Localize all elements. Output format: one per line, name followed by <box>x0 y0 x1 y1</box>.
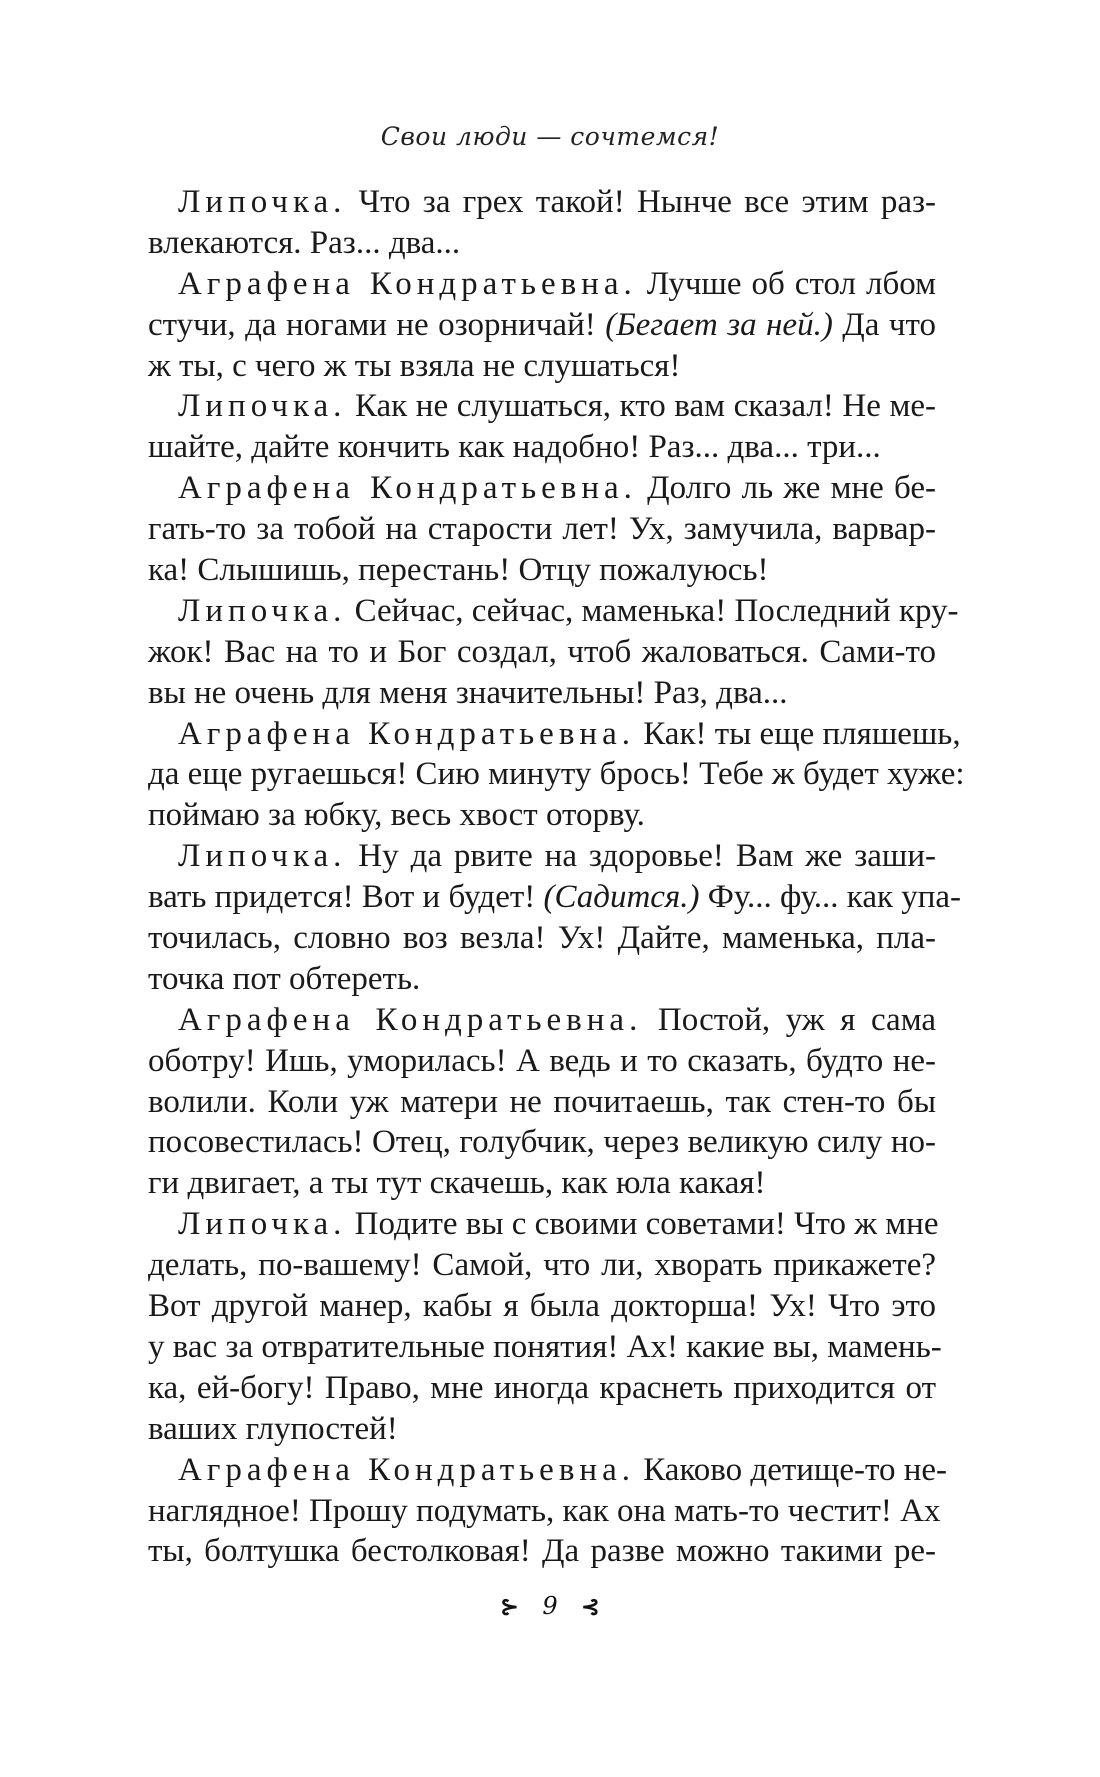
text-run: ваших глупостей! <box>148 1410 398 1447</box>
speaker-name: Липочка. <box>178 388 347 425</box>
text-run: Как не слушаться, кто вам сказал! Не ме- <box>346 388 936 425</box>
text-line <box>148 795 936 836</box>
text-line <box>148 223 936 264</box>
text-run: вы не очень для меня значительны! Раз, два... <box>148 674 788 711</box>
speech-start-line <box>148 836 936 877</box>
page-folio <box>0 1592 1100 1620</box>
text-line <box>148 1082 936 1123</box>
text-run: ж ты, с чего ж ты взяла не слушаться! <box>148 347 681 384</box>
text-line <box>148 1531 936 1572</box>
text-run: вать придется! Вот и будет! <box>148 879 544 916</box>
stage-direction: (Бегает за ней.) <box>605 306 833 343</box>
text-run: да еще ругаешься! Сию минуту брось! Тебе ж будет хуже: <box>148 756 965 793</box>
speaker-name: Липочка. <box>178 838 347 875</box>
speaker-name: Липочка. <box>178 592 347 629</box>
text-run: точка пот обтереть. <box>148 960 421 997</box>
text-run: у вас за отвратительные понятия! Ах! какие вы, мамень- <box>148 1328 942 1365</box>
speech-start-line <box>148 386 936 427</box>
text-run: стучи, да ногами не озорничай! <box>148 306 606 343</box>
text-run: поймаю за юбку, весь хвост оторву. <box>148 797 645 834</box>
text-run: Лучше об стол лбом <box>636 265 937 302</box>
text-line <box>148 959 936 1000</box>
text-run: делать, по-вашему! Самой, что ли, хворать прикажете? <box>148 1247 936 1284</box>
text-run: шайте, дайте кончить как надобно! Раз... два... три... <box>148 429 881 466</box>
page-number: 9 <box>542 1592 558 1620</box>
text-run: Постой, уж я сама <box>642 1001 936 1038</box>
text-run: Как! ты еще пляшешь, <box>634 715 961 752</box>
speech-start-line <box>148 264 936 305</box>
text-run: влекаются. Раз... два... <box>148 224 461 261</box>
text-line <box>148 877 962 918</box>
text-line <box>148 1409 936 1450</box>
text-run: посовестилась! Отец, голубчик, через великую силу но- <box>148 1124 936 1161</box>
text-run: Вот другой манер, кабы я была докторша! Ух! Что это <box>148 1288 936 1325</box>
stage-direction: (Садится.) <box>543 879 700 916</box>
speech-start-line <box>148 1450 948 1491</box>
speech-start-line <box>148 1204 939 1245</box>
speech-start-line <box>148 714 961 755</box>
speaker-name: Аграфена Кондратьевна. <box>178 265 637 302</box>
text-line <box>148 305 936 346</box>
speech-start-line <box>148 1000 936 1041</box>
speaker-name: Липочка. <box>178 184 347 220</box>
text-run: Долго ль же мне бе- <box>636 470 936 507</box>
speaker-name: Аграфена Кондратьевна. <box>178 470 637 507</box>
text-run: Ну да рвите на здоровье! Вам же заши- <box>346 838 936 875</box>
text-run: ты, болтушка бестолковая! Да разве можно такими ре- <box>148 1533 936 1570</box>
text-line <box>148 1122 936 1163</box>
speaker-name: Липочка. <box>178 1206 347 1243</box>
speech-start-line <box>148 591 959 632</box>
play-text <box>148 182 965 1572</box>
left-ornament-icon: ⊱ <box>500 1594 519 1620</box>
text-line <box>148 1245 936 1286</box>
speech-start-line <box>148 182 936 223</box>
right-ornament-icon: ⊰ <box>581 1594 600 1620</box>
text-line <box>148 427 936 468</box>
running-head: Свои люди — сочтемся! <box>380 122 720 151</box>
text-line <box>148 1368 936 1409</box>
text-line <box>148 1491 941 1532</box>
text-run: Фу... фу... как упа- <box>699 879 962 916</box>
speaker-name: Аграфена Кондратьевна. <box>178 1001 643 1038</box>
text-run: оботру! Ишь, уморилась! А ведь и то сказать, будто не- <box>148 1042 936 1079</box>
text-line <box>148 1327 942 1368</box>
text-line <box>148 1163 936 1204</box>
text-run: наглядное! Прошу подумать, как она мать-то честит! Ах <box>148 1492 941 1529</box>
text-line <box>148 509 936 550</box>
text-line <box>148 346 936 387</box>
text-run: волили. Коли уж матери не почитаешь, так стен-то бы <box>148 1083 936 1120</box>
text-line <box>148 918 936 959</box>
text-run: ка, ей-богу! Право, мне иногда краснеть приходится от <box>148 1369 936 1406</box>
text-line <box>148 1041 936 1082</box>
text-run: точилась, словно воз везла! Ух! Дайте, маменька, пла- <box>148 920 936 957</box>
speaker-name: Аграфена Кондратьевна. <box>178 1451 635 1488</box>
text-line <box>148 673 936 714</box>
text-run: Подите вы с своими советами! Что ж мне <box>346 1206 939 1243</box>
text-run: Сейчас, сейчас, маменька! Последний кру- <box>346 592 959 629</box>
text-run: гать-то за тобой на старости лет! Ух, замучила, варвар- <box>148 511 936 548</box>
text-line <box>148 550 936 591</box>
text-run: Да что <box>832 306 937 343</box>
text-run: Каково детище-то не- <box>634 1451 948 1488</box>
text-line <box>148 754 965 795</box>
text-run: жок! Вас на то и Бог создал, чтоб жаловаться. Сами-то <box>148 633 936 670</box>
text-run: ка! Слышишь, перестань! Отцу пожалуюсь! <box>148 552 769 589</box>
speech-start-line <box>148 468 936 509</box>
speaker-name: Аграфена Кондратьевна. <box>178 715 635 752</box>
text-line <box>148 1286 936 1327</box>
text-run: Что за грех такой! Нынче все этим раз- <box>346 184 936 220</box>
text-run: ги двигает, а ты тут скачешь, как юла какая! <box>148 1165 766 1202</box>
text-line <box>148 632 936 673</box>
